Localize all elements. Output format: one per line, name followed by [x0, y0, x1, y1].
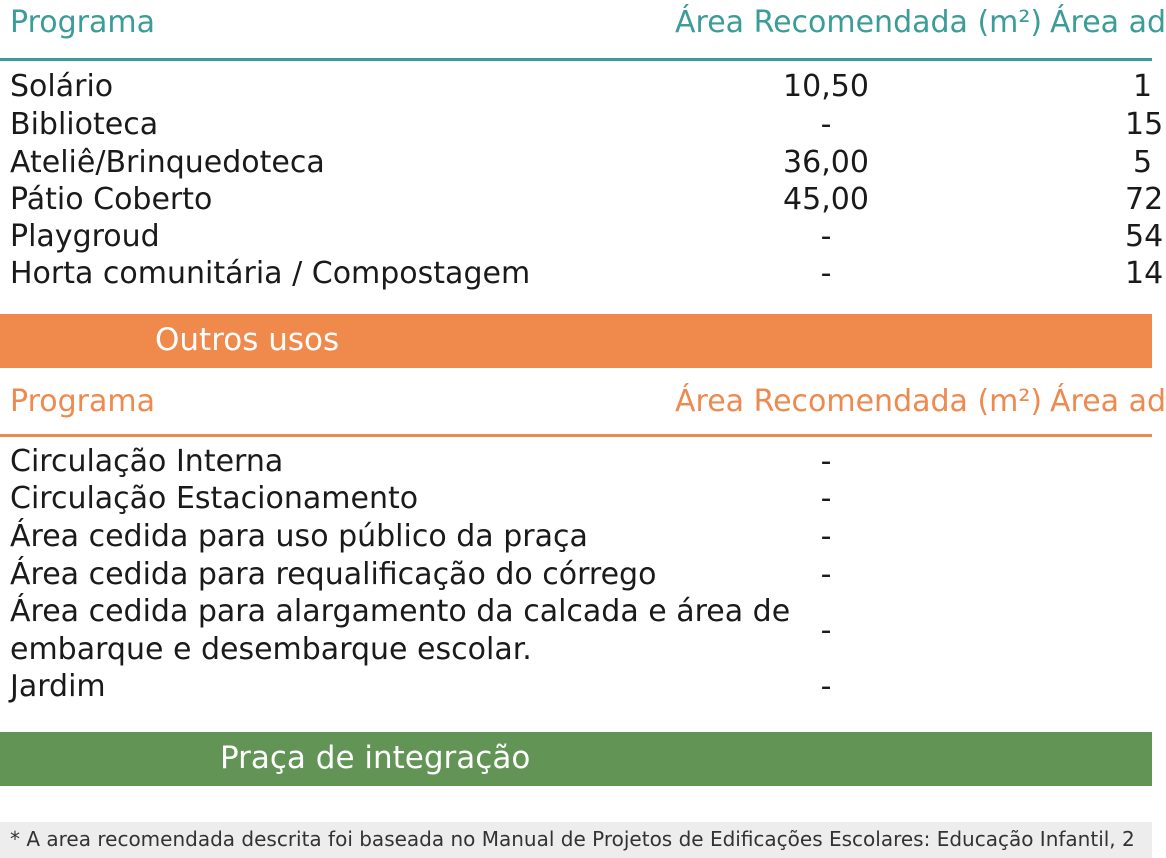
table-row-programa: Solário	[10, 69, 114, 104]
footnote-text: * A area recomendada descrita foi baseada no Manual de Projetos de Edificações Escolares: Educação Infantil, 2	[10, 827, 1135, 851]
table-row-programa: Pátio Coberto	[10, 182, 213, 217]
table-row-adotada: 72	[1125, 182, 1164, 217]
table-row-recomendada: 10,50	[783, 69, 869, 104]
table-row-recomendada: -	[820, 669, 832, 704]
section1-header-area-recomendada: Área Recomendada (m²)	[675, 5, 1043, 40]
table-row-programa-line1: Área cedida para alargamento da calcada e área de	[10, 594, 791, 629]
section-band-title: Praça de integração	[220, 740, 531, 776]
table-row-recomendada: -	[820, 557, 832, 592]
table-row-adotada: 14	[1125, 256, 1164, 291]
table-row-programa: Horta comunitária / Compostagem	[10, 256, 531, 291]
section-band-outros-usos	[0, 314, 1152, 368]
table-row-programa: Ateliê/Brinquedoteca	[10, 145, 325, 180]
section1-header-rule	[0, 58, 1152, 61]
table-row-recomendada: -	[820, 613, 832, 648]
section1-header-programa: Programa	[10, 5, 155, 40]
table-row-recomendada: -	[820, 107, 832, 142]
table-row-programa: Área cedida para requalificação do córrego	[10, 557, 657, 592]
table-row-recomendada: 45,00	[783, 182, 869, 217]
section-band-title: Outros usos	[155, 322, 340, 358]
table-row-recomendada: 36,00	[783, 145, 869, 180]
section2-header-rule	[0, 434, 1152, 437]
table-row-programa: Jardim	[10, 669, 106, 704]
table-row-adotada: 54	[1125, 219, 1164, 254]
table-row-programa: Biblioteca	[10, 107, 159, 142]
table-row-adotada: 1	[1133, 69, 1153, 104]
table-row-adotada: 15	[1125, 107, 1164, 142]
table-row-programa: Circulação Estacionamento	[10, 481, 419, 516]
table-row-programa-line2: embarque e desembarque escolar.	[10, 632, 532, 667]
section-band-praca-de-integracao	[0, 732, 1152, 786]
table-row-programa: Playgroud	[10, 219, 160, 254]
section2-header-area-adotada: Área ad	[1050, 384, 1166, 419]
table-row-recomendada: -	[820, 519, 832, 554]
section2-header-programa: Programa	[10, 384, 155, 419]
table-row-adotada: 5	[1133, 145, 1153, 180]
table-row-recomendada: -	[820, 256, 832, 291]
table-row-recomendada: -	[820, 481, 832, 516]
table-row-programa: Circulação Interna	[10, 444, 284, 479]
table-row-recomendada: -	[820, 219, 832, 254]
table-row-recomendada: -	[820, 444, 832, 479]
section1-header-area-adotada: Área ad	[1050, 5, 1166, 40]
footnote	[0, 822, 1152, 858]
section2-header-area-recomendada: Área Recomendada (m²)	[675, 384, 1043, 419]
table-row-programa: Área cedida para uso público da praça	[10, 519, 588, 554]
